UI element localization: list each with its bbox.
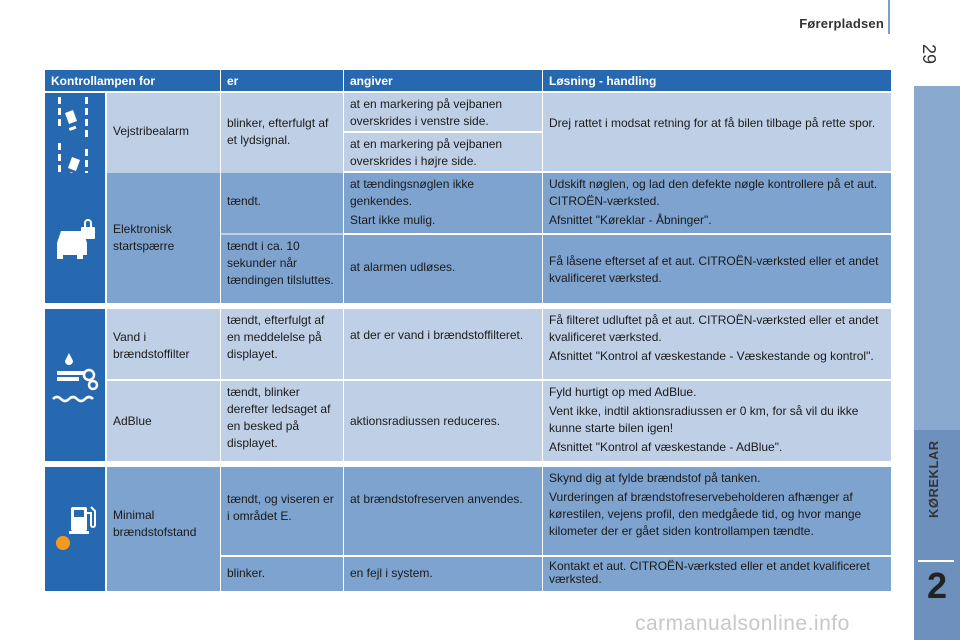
meaning-line: at tændingsnøglen ikke genkendes. (350, 177, 475, 208)
action-line: Vent ikke, indtil aktionsradiussen er 0 km, for så vil du ikke kunne starte bilen igen! (549, 404, 859, 435)
lamp-name: Vejstribealarm (107, 93, 220, 243)
lamp-action (543, 381, 891, 461)
header-rule (888, 0, 890, 34)
lamp-state: tændt i ca. 10 sekunder når tændingen tilsluttes. (221, 235, 343, 303)
icon-cell (45, 173, 105, 303)
immobiliser-icon (45, 173, 105, 303)
lamp-meaning: at der er vand i brændstoffilteret. (344, 309, 542, 379)
lamp-meaning: at en markering på vejbanen overskrides i højre side. (344, 133, 542, 171)
action-line: Afsnittet "Kontrol af væskestande - Væskestande og kontrol". (549, 349, 874, 363)
lamp-state: tændt, og viseren er i området E. (221, 467, 343, 555)
table-row-water-adblue (45, 309, 891, 461)
header-cell-action: Løsning - handling (543, 70, 891, 91)
lamp-meaning: en fejl i system. (344, 557, 542, 591)
watermark: carmanualsonline.info (635, 612, 850, 635)
lamp-meaning: at alarmen udløses. (344, 235, 542, 303)
lamp-action (543, 467, 891, 555)
table-header-row (45, 70, 891, 91)
lamp-state: tændt. (221, 173, 343, 233)
chapter-divider (918, 560, 954, 562)
lamp-state: blinker, efterfulgt af et lydsignal. (221, 93, 343, 243)
lamp-meaning: at brændstofreserven anvendes. (344, 467, 542, 555)
header-cell-state: er (221, 70, 343, 91)
action-line: Udskift nøglen, og lad den defekte nøgle kontrollere på et aut. CITROËN-værksted. (549, 177, 878, 208)
header-cell-lamp: Kontrollampen for (45, 70, 220, 91)
lamp-state: tændt, blinker derefter ledsaget af en besked på displayet. (221, 381, 343, 461)
icon-cell (45, 467, 105, 591)
lamp-action: Kontakt et aut. CITROËN-værksted eller et andet kvalificeret værksted. (543, 557, 891, 591)
action-line: Afsnittet "Kontrol af væskestande - AdBlue". (549, 440, 783, 454)
lamp-action: Drej rattet i modsat retning for at få bilen tilbage på rette spor. (543, 93, 891, 171)
page-number: 29 (919, 43, 939, 65)
lamp-action: Få låsene efterset af et aut. CITROËN-værksted eller et andet kvalificeret værksted. (543, 235, 891, 303)
lamp-action (543, 173, 891, 233)
table-row-immobiliser (45, 173, 891, 303)
lamp-meaning: at en markering på vejbanen overskrides i venstre side. (344, 93, 542, 131)
water-in-fuel-icon (45, 309, 105, 461)
meaning-line: Start ikke mulig. (350, 213, 436, 227)
page-title: Førerpladsen (799, 16, 884, 31)
action-line: Fyld hurtigt op med AdBlue. (549, 385, 697, 399)
chapter-number: 2 (926, 565, 948, 606)
table-row-low-fuel (45, 467, 891, 591)
low-fuel-icon (45, 467, 105, 591)
lamp-name: AdBlue (107, 381, 220, 461)
lamp-name: Elektronisk startspærre (107, 173, 220, 303)
lamp-state: tændt, efterfulgt af en meddelelse på displayet. (221, 309, 343, 379)
action-line: Vurderingen af brændstofreservebeholderen afhænger af kørestilen, vejens profil, den medgåede tid, og hvor mange kilometer der er gået siden kontrollampen tændte. (549, 490, 862, 538)
lamp-name: Vand i brændstoffilter (107, 309, 220, 379)
lamp-state: blinker. (221, 557, 343, 591)
lamp-meaning: aktionsradiussen reduceres. (344, 381, 542, 461)
action-line: Skynd dig at fylde brændstof på tanken. (549, 471, 761, 485)
lamp-meaning (344, 173, 542, 233)
lamp-action (543, 309, 891, 379)
action-line: Afsnittet "Køreklar - Åbninger". (549, 213, 712, 227)
action-line: Få filteret udluftet på et aut. CITROËN-værksted eller et andet kvalificeret værksted. (549, 313, 879, 344)
chapter-label: KØREKLAR (926, 440, 941, 518)
icon-cell (45, 309, 105, 461)
header-cell-meaning: angiver (344, 70, 542, 91)
lamp-name: Minimal brændstofstand (107, 467, 220, 591)
